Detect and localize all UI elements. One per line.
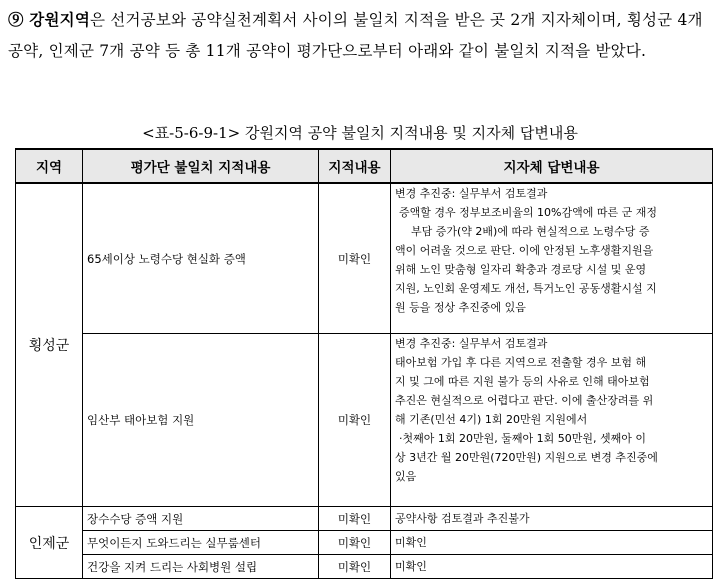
status-cell: 미확인	[319, 555, 391, 579]
region-cell: 인제군	[16, 507, 83, 579]
reply-cell	[391, 183, 713, 334]
table-header-row	[16, 149, 713, 183]
table-row	[16, 183, 713, 334]
reply-line: 추진은 현실적으로 어렵다고 판단. 이에 출산장려를 위	[395, 394, 654, 407]
status-cell: 미확인	[319, 334, 391, 507]
header-finding: 평가단 불일치 지적내용	[83, 149, 319, 183]
status-cell: 미확인	[319, 183, 391, 334]
reply-line: 액이 어려울 것으로 판단. 이에 안정된 노후생활지원을	[395, 244, 654, 257]
intro-paragraph	[8, 4, 714, 67]
intro-lead: ⑨ 강원지역	[8, 10, 90, 29]
table-row	[16, 334, 713, 507]
finding-cell: 건강을 지켜 드리는 사회병원 설립	[83, 555, 319, 579]
header-reply: 지자체 답변내용	[391, 149, 713, 183]
reply-line: 상 3년간 월 20만원(720만원) 지원으로 변경 추진중에	[395, 451, 658, 464]
reply-line: 증액할 경우 정부보조비율의 10%감액에 따른 군 재정	[399, 206, 657, 219]
table-caption: <표-5-6-9-1> 강원지역 공약 불일치 지적내용 및 지자체 답변내용	[142, 124, 578, 142]
status-cell: 미확인	[319, 507, 391, 531]
reply-cell: 미확인	[391, 555, 713, 579]
finding-cell: 임산부 태아보험 지원	[83, 334, 319, 507]
intro-text: 은 선거공보와 공약실천계획서 사이의 불일치 지적을 받은 곳 2개 지자체이며, 횡성군 4개 공약, 인제군 7개 공약 등 총 11개 공약이 평가단으로부터 아래와 같이 불일치 지적을 받았다.	[8, 11, 703, 60]
table-row	[16, 507, 713, 531]
region-cell: 횡성군	[16, 183, 83, 507]
finding-cell: 장수수당 증액 지원	[83, 507, 319, 531]
header-status: 지적내용	[319, 149, 391, 183]
reply-line: 부담 증가(약 2배)에 따라 현실적으로 노령수당 증	[411, 225, 650, 238]
reply-cell: 미확인	[391, 531, 713, 555]
table-row	[16, 555, 713, 579]
reply-line: 원 등을 정상 추진중에 있음	[395, 301, 526, 314]
reply-line: 변경 추진중: 실무부서 검토결과	[395, 337, 548, 350]
reply-line: ·첫째아 1회 20만원, 둘째아 1회 50만원, 셋째아 이	[399, 432, 646, 445]
reply-line: 있음	[395, 470, 417, 483]
reply-line: 지원, 노인회 운영제도 개선, 특거노인 공동생활시설 지	[395, 282, 657, 295]
reply-line: 변경 추진중: 실무부서 검토결과	[395, 187, 548, 200]
finding-cell: 무엇이든지 도와드리는 실무룸센터	[83, 531, 319, 555]
reply-line: 지 및 그에 따른 지원 불가 등의 사유로 인해 태아보험	[395, 375, 650, 388]
reply-line: 위해 노인 맞춤형 일자리 확충과 경로당 시설 및 운영	[395, 263, 647, 276]
discrepancy-table	[15, 148, 713, 579]
finding-cell: 65세이상 노령수당 현실화 증액	[83, 183, 319, 334]
reply-line: 태아보험 가입 후 다른 지역으로 전출할 경우 보험 해	[395, 356, 647, 369]
reply-line: 해 기존(민선 4기) 1회 20만원 지원에서	[395, 413, 588, 426]
status-cell: 미확인	[319, 531, 391, 555]
header-region: 지역	[16, 149, 83, 183]
table-row	[16, 531, 713, 555]
reply-cell	[391, 334, 713, 507]
reply-cell: 공약사항 검토결과 추진불가	[391, 507, 713, 531]
